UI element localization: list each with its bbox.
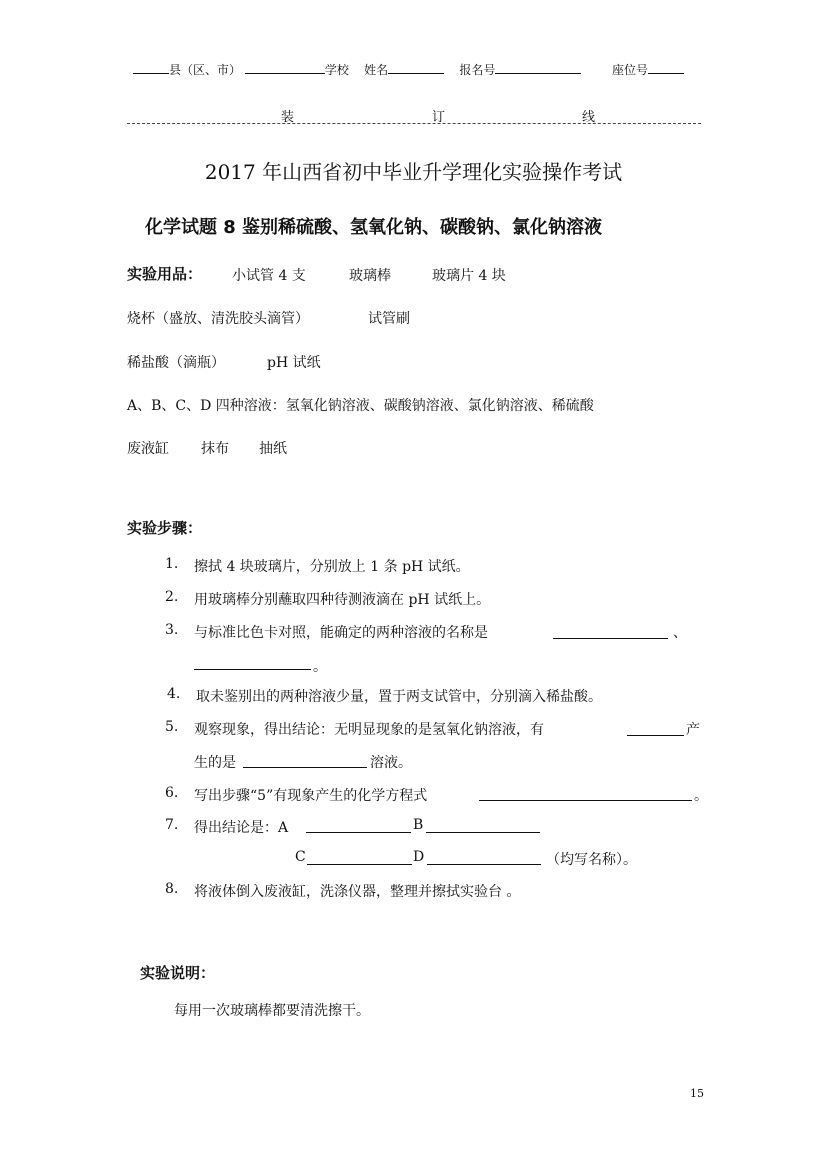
page-subtitle: 化学试题 8 鉴别稀硫酸、氢氧化钠、碳酸钠、氯化钠溶液 bbox=[145, 217, 603, 238]
materials-heading: 实验用品： bbox=[127, 265, 203, 283]
material-item: 试管刷 bbox=[368, 311, 410, 327]
step-note: （均写名称）。 bbox=[546, 852, 637, 868]
step-text: 用玻璃棒分别蘸取四种待测液滴在 pH 试纸上。 bbox=[194, 592, 491, 608]
step-number: 1. bbox=[165, 556, 179, 572]
material-item: 抽纸 bbox=[259, 441, 287, 457]
reg-no-label: 报名号 bbox=[459, 63, 496, 77]
header-fields bbox=[133, 61, 684, 78]
step-text: 与标准比色卡对照，能确定的两种溶液的名称是 bbox=[194, 625, 488, 641]
answer-blank[interactable] bbox=[194, 657, 311, 670]
county-label: 县（区、市） bbox=[169, 63, 242, 77]
notes-heading: 实验说明： bbox=[140, 964, 216, 982]
material-item: 稀盐酸（滴瓶） bbox=[127, 355, 225, 371]
school-blank[interactable] bbox=[245, 61, 325, 74]
step-text: 生的是 bbox=[194, 755, 236, 771]
step-punct: 。 bbox=[313, 659, 327, 675]
step-text: 得出结论是：A bbox=[194, 820, 289, 836]
step-number: 2. bbox=[165, 589, 179, 605]
answer-blank[interactable] bbox=[627, 723, 684, 736]
step-text: 观察现象，得出结论：无明显现象的是氢氧化钠溶液，有 bbox=[194, 722, 544, 738]
school-label: 学校 bbox=[324, 63, 349, 77]
step-number: 4. bbox=[167, 686, 181, 702]
step-text: 将液体倒入废液缸，洗涤仪器，整理并擦拭实验台 。 bbox=[194, 884, 521, 900]
county-blank[interactable] bbox=[133, 61, 169, 74]
page-title: 2017 年山西省初中毕业升学理化实验操作考试 bbox=[204, 160, 623, 184]
material-solutions: A、B、C、D 四种溶液：氢氧化钠溶液、碳酸钠溶液、氯化钠溶液、稀硫酸 bbox=[127, 398, 594, 414]
step-text: 写出步骤“5”有现象产生的化学方程式 bbox=[194, 788, 428, 804]
material-item: 玻璃片 4 块 bbox=[432, 268, 506, 284]
name-blank[interactable] bbox=[388, 61, 444, 74]
step-text: 溶液。 bbox=[370, 755, 412, 771]
binding-zhuang: 装 bbox=[281, 110, 295, 125]
material-item: 抹布 bbox=[201, 441, 229, 457]
answer-blank-b[interactable] bbox=[426, 820, 540, 833]
answer-blank[interactable] bbox=[553, 626, 668, 639]
answer-blank-d[interactable] bbox=[427, 852, 541, 865]
answer-blank-c[interactable] bbox=[307, 852, 412, 865]
step-number: 7. bbox=[165, 817, 179, 833]
seat-no-label: 座位号 bbox=[611, 63, 648, 77]
step-number: 5. bbox=[165, 719, 179, 735]
equation-blank[interactable] bbox=[479, 788, 692, 801]
name-label: 姓名 bbox=[364, 63, 389, 77]
step-text: 擦拭 4 块玻璃片，分别放上 1 条 pH 试纸。 bbox=[194, 559, 470, 575]
material-item: 废液缸 bbox=[127, 441, 169, 457]
page-number: 15 bbox=[690, 1087, 704, 1100]
notes-text: 每用一次玻璃棒都要清洗擦干。 bbox=[174, 1003, 370, 1019]
material-item: 玻璃棒 bbox=[349, 268, 391, 284]
step-number: 6. bbox=[165, 785, 179, 801]
label-d: D bbox=[413, 849, 425, 865]
answer-blank-a[interactable] bbox=[306, 820, 411, 833]
step-number: 8. bbox=[165, 881, 179, 897]
reg-no-blank[interactable] bbox=[495, 61, 581, 74]
seat-no-blank[interactable] bbox=[648, 61, 684, 74]
binding-ding: 订 bbox=[432, 110, 446, 125]
material-item: pH 试纸 bbox=[267, 355, 321, 371]
material-item: 小试管 4 支 bbox=[232, 268, 306, 284]
step-text: 取未鉴别出的两种溶液少量，置于两支试管中，分别滴入稀盐酸。 bbox=[196, 689, 602, 705]
binding-dotted-line bbox=[127, 123, 701, 124]
step-number: 3. bbox=[165, 622, 179, 638]
answer-blank[interactable] bbox=[243, 755, 367, 768]
label-c: C bbox=[295, 849, 306, 865]
step-punct: 、 bbox=[673, 625, 687, 641]
material-item: 烧杯（盛放、清洗胶头滴管） bbox=[127, 311, 309, 327]
label-b: B bbox=[413, 817, 424, 833]
binding-xian: 线 bbox=[582, 110, 596, 125]
steps-heading: 实验步骤： bbox=[127, 519, 203, 537]
step-text: 产 bbox=[686, 722, 700, 738]
step-punct: 。 bbox=[694, 788, 708, 804]
